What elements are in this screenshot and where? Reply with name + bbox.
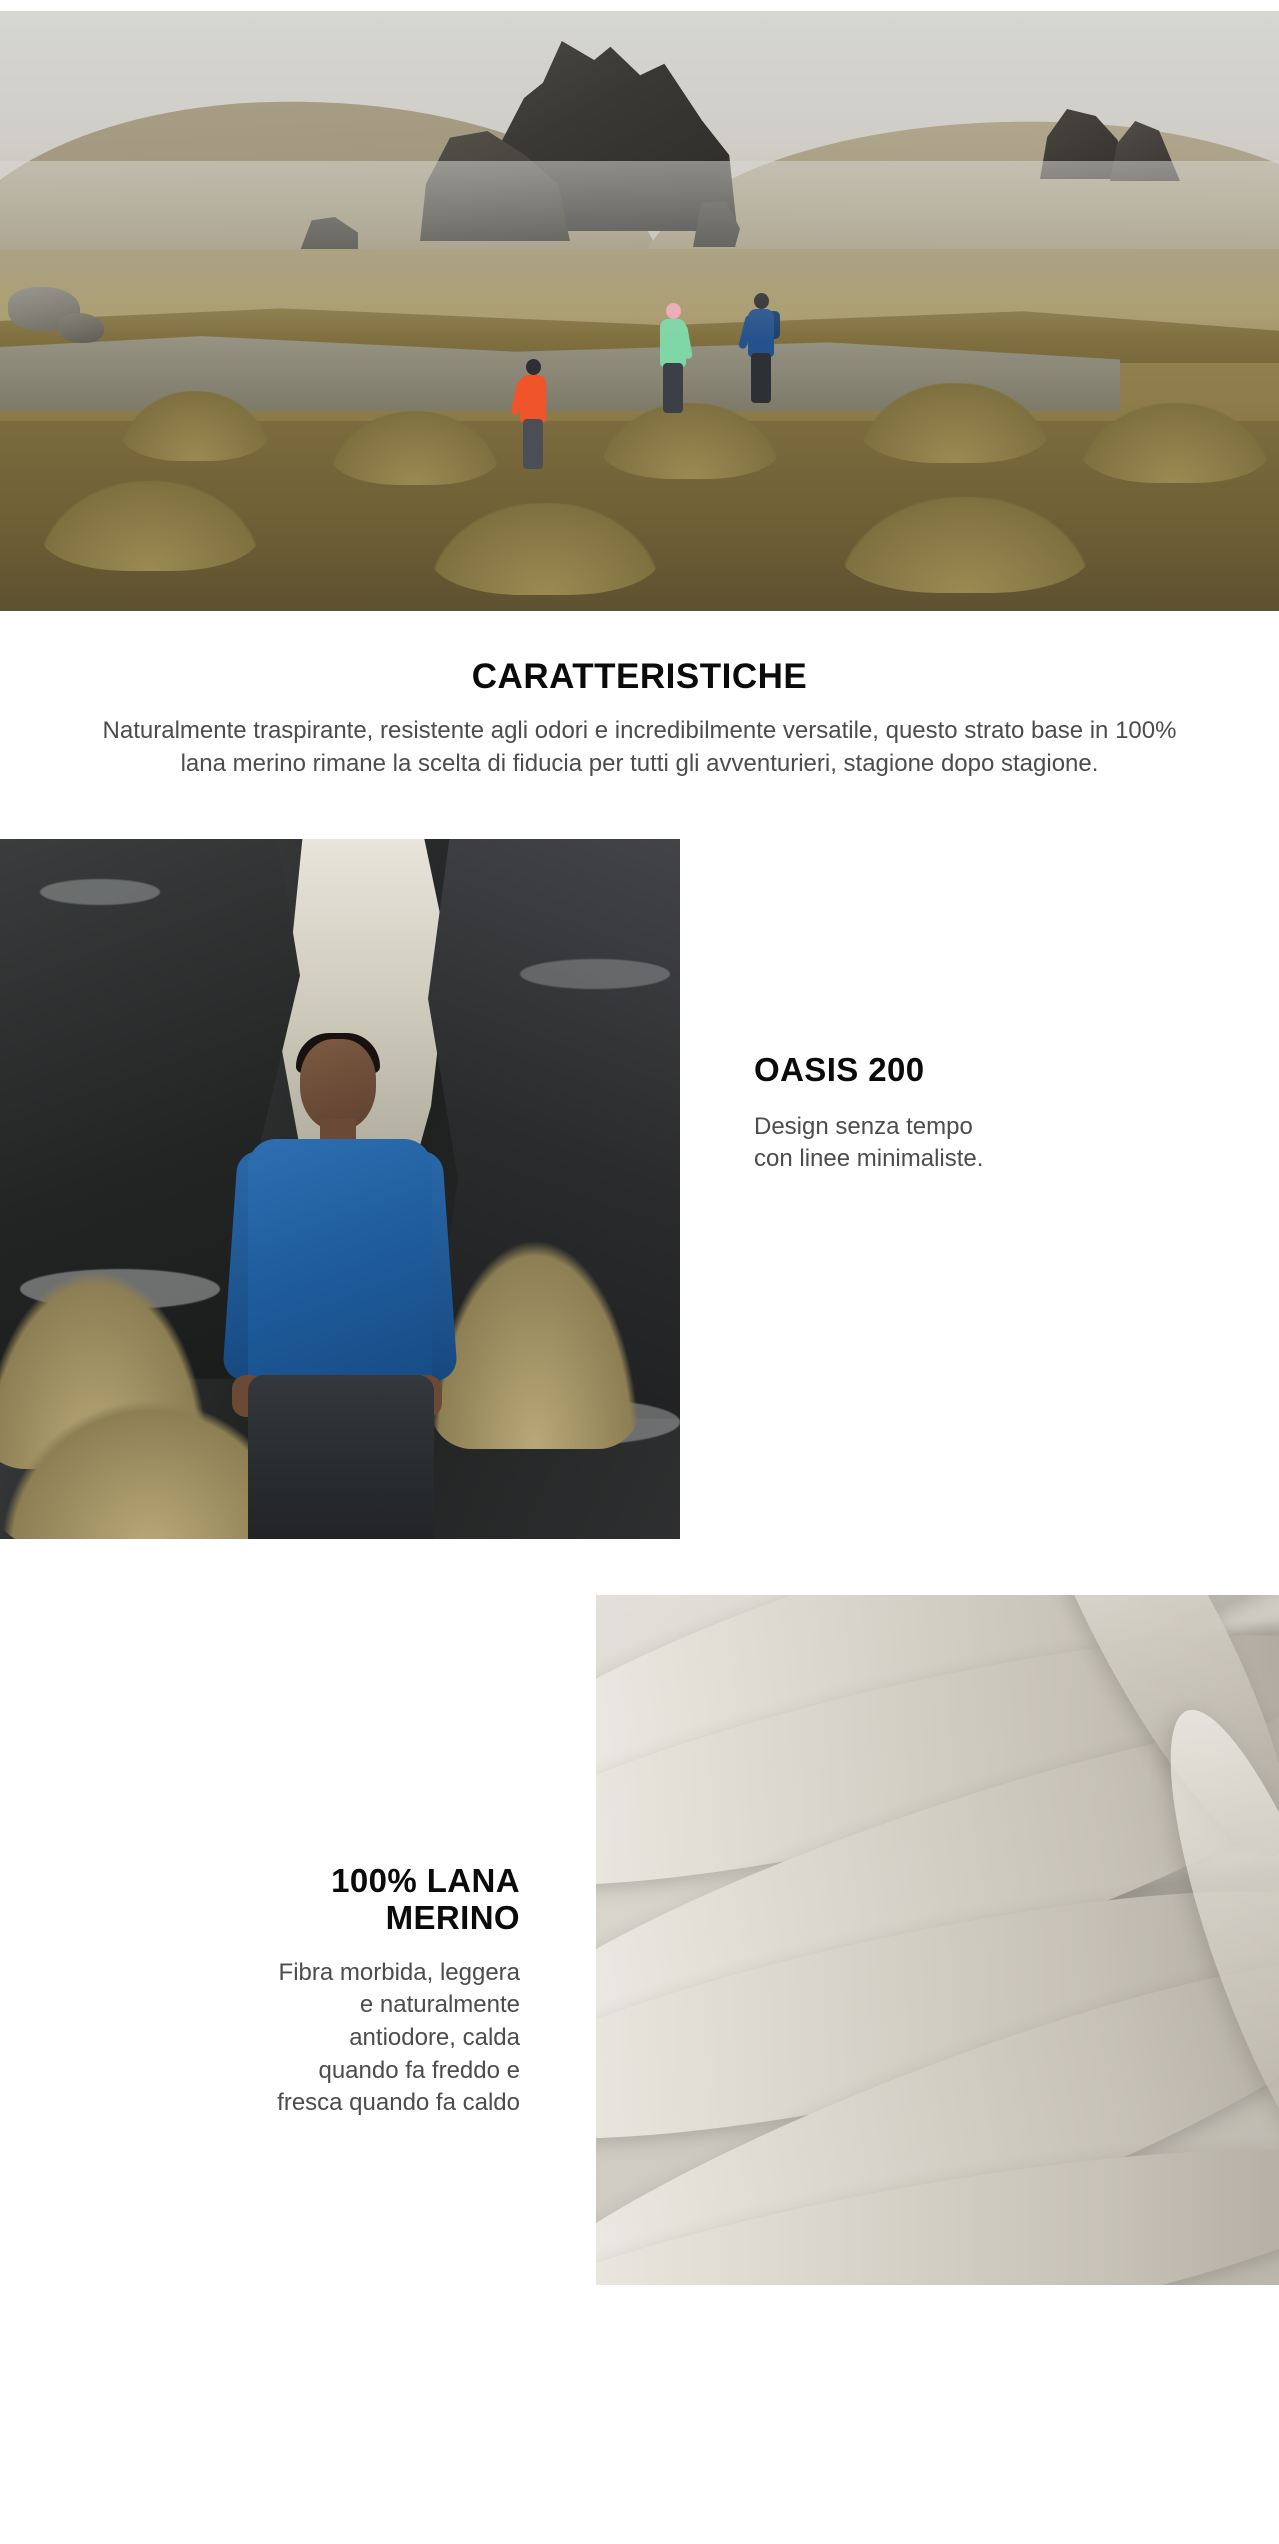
merino-section	[0, 1595, 1279, 2315]
hiker-legs	[523, 419, 543, 469]
hero-tussock	[430, 503, 660, 595]
features-body: Naturalmente traspirante, resistente agli odori e incredibilmente versatile, questo strato base in 100% lana merino rimane la scelta di fiducia per tutti gli avventurieri, stagione dopo stagione.	[102, 717, 1177, 777]
oasis-body-line-2: con linee minimaliste.	[754, 1145, 984, 1173]
hiker-legs	[751, 353, 771, 403]
merino-text-block	[110, 1863, 520, 2120]
features-heading: CARATTERISTICHE	[471, 657, 808, 696]
features-section	[0, 611, 1279, 799]
oasis-heading: OASIS 200	[754, 1050, 925, 1088]
model-pants	[248, 1375, 434, 1539]
hero-tussock	[600, 403, 780, 479]
merino-body	[110, 1957, 520, 2120]
oasis-text-block	[754, 1051, 1194, 1176]
hiker-head	[754, 293, 769, 309]
hero-tussock	[860, 383, 1050, 463]
merino-body-line-5: fresca quando fa caldo	[277, 2089, 520, 2117]
model-blue-baselayer	[248, 1139, 432, 1389]
merino-heading	[110, 1863, 520, 1937]
oasis-image	[0, 839, 680, 1539]
merino-heading-line-2: MERINO	[385, 1898, 520, 1936]
hiker-legs	[663, 363, 683, 413]
hero-tussock	[120, 391, 270, 461]
oasis-snow-patch	[520, 959, 670, 989]
oasis-model	[196, 1039, 486, 1539]
hero-stone-b	[58, 313, 104, 343]
hiker-head	[666, 303, 681, 319]
merino-body-line-2: e naturalmente	[359, 1991, 520, 2019]
model-head	[300, 1039, 376, 1131]
hero-tussock	[1080, 403, 1270, 483]
hiker-head	[526, 359, 541, 375]
hero-image	[0, 11, 1279, 611]
hero-tussock	[840, 497, 1090, 593]
oasis-snow-patch	[40, 879, 160, 905]
hero-tussock	[40, 481, 260, 571]
merino-body-line-3: antiodore, calda	[349, 2023, 520, 2051]
oasis-section	[0, 839, 1279, 1539]
merino-heading-line-1: 100% LANA	[331, 1861, 520, 1899]
merino-body-line-1: Fibra morbida, leggera	[278, 1958, 520, 1986]
merino-image	[596, 1595, 1279, 2285]
merino-body-line-4: quando fa freddo e	[318, 2056, 520, 2084]
oasis-body-line-1: Design senza tempo	[754, 1112, 973, 1140]
hero-tussock	[330, 411, 500, 485]
